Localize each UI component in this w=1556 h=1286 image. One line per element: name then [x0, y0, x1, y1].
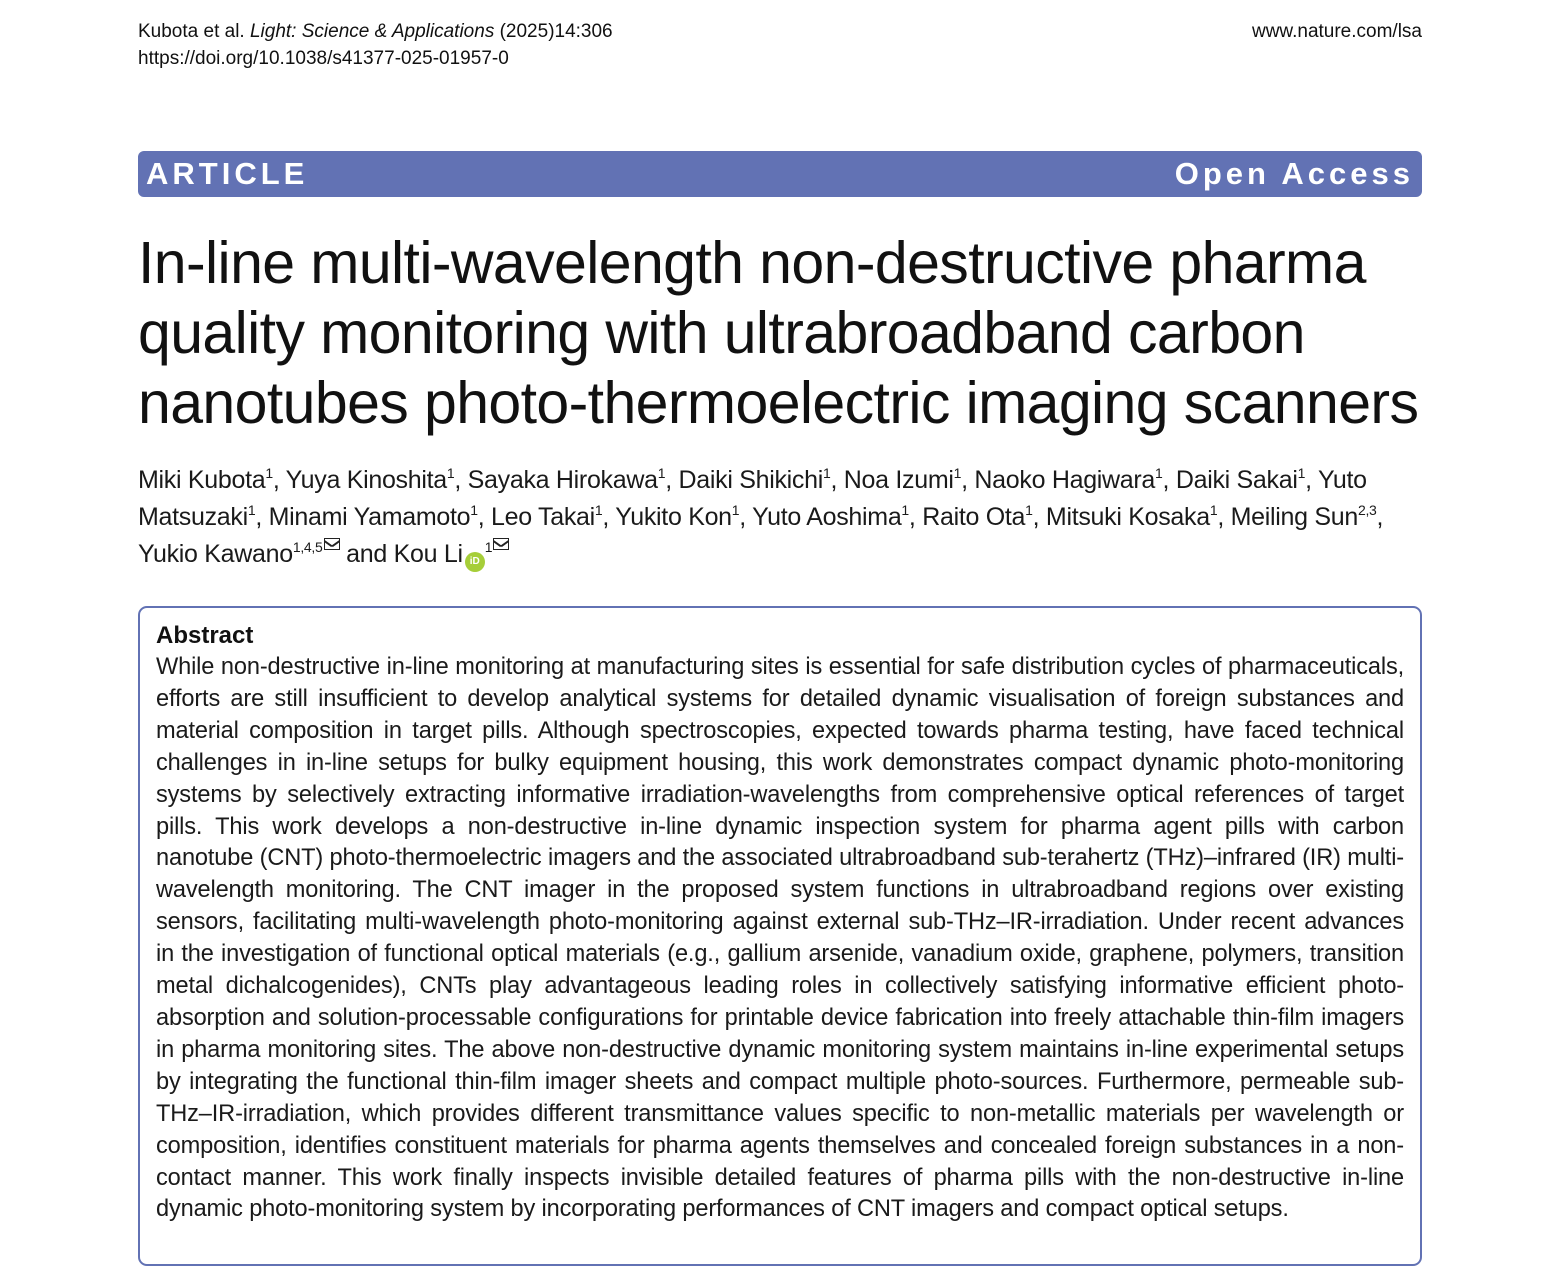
- author-affiliation: 1: [265, 465, 273, 481]
- author-entry[interactable]: [394, 540, 510, 568]
- author-name: Kou Li: [393, 540, 463, 568]
- author-name: Yuya Kinoshita: [285, 466, 447, 494]
- citation-authors: Kubota et al.: [138, 21, 245, 42]
- author-name: Sayaka Hirokawa: [467, 466, 658, 494]
- author-name: Miki Kubota: [138, 466, 266, 494]
- author-entry[interactable]: [752, 503, 909, 531]
- author-affiliation: 1: [901, 502, 909, 518]
- citation-line: [138, 18, 613, 45]
- author-entry[interactable]: [1046, 503, 1217, 531]
- author-affiliation: 1: [953, 465, 962, 481]
- journal-site-link[interactable]: www.nature.com/lsa: [1251, 21, 1422, 42]
- paper-title: In-line multi-wavelength non-destructive pharma quality monitoring with ultrabroadband carbon nanotubes photo-thermoelectric imaging scanners: [138, 230, 1419, 436]
- doi-link[interactable]: https://doi.org/10.1038/s41377-025-01957-0: [138, 48, 509, 69]
- article-type-label: ARTICLE: [146, 156, 309, 191]
- email-icon[interactable]: [493, 538, 509, 550]
- open-access-label: Open Access: [1174, 156, 1414, 191]
- author-name: Meiling Sun: [1230, 503, 1358, 531]
- author-affiliation: 1: [1209, 502, 1218, 518]
- author-affiliation: 1: [484, 539, 493, 555]
- author-entry[interactable]: [615, 503, 739, 531]
- author-entry[interactable]: [138, 466, 273, 494]
- citation-header: [138, 18, 613, 72]
- journal-name[interactable]: Light: Science & Applications: [249, 21, 495, 42]
- author-entry[interactable]: [468, 466, 666, 494]
- author-entry[interactable]: [679, 466, 831, 494]
- author-entry[interactable]: [1176, 466, 1305, 494]
- author-affiliation: 2,3: [1357, 502, 1377, 518]
- author-entry[interactable]: [269, 503, 478, 531]
- author-list: Miki Kubota$^1$, Yuya Kinoshita$^1$, Sayaka Hirokawa$^1$, Daiki Shikichi$^1$, Noa Izumi$^1$, Naoko Hagiwara$^1$, Daiki Sakai$^1$, Yuto Matsuzaki$^1$, Minami Yamamoto$^1$, Leo Takai$^1$, Yukito Kon$^1$, Yuto Aoshima$^1$, Raito Ota$^1$, Mitsuki Kosaka$^1$, Meiling Sun$^{2,3}$, Yukio Kawano$^{1,4,5}$ and Kou Li $iD^1$: [138, 462, 1428, 573]
- author-name: Yuto Aoshima: [752, 503, 902, 531]
- author-affiliation: 1: [822, 465, 831, 481]
- abstract-box: [138, 606, 1422, 1266]
- author-name: Daiki Sakai: [1175, 466, 1298, 494]
- author-name: Yukio Kawano: [138, 540, 293, 568]
- citation-volume: (2025)14:306: [499, 21, 613, 42]
- author-entry[interactable]: [922, 503, 1032, 531]
- author-name: Yukito Kon: [615, 503, 732, 531]
- email-icon[interactable]: [324, 538, 340, 550]
- author-name: Raito Ota: [922, 503, 1026, 531]
- author-name: Naoko Hagiwara: [974, 466, 1156, 494]
- author-affiliation: 1: [594, 502, 603, 518]
- article-banner: [138, 151, 1422, 197]
- author-affiliation: 1: [1025, 502, 1033, 518]
- author-name: Noa Izumi: [843, 466, 954, 494]
- author-affiliation: 1: [731, 502, 740, 518]
- author-affiliation: 1,4,5: [292, 539, 323, 555]
- author-affiliation: 1: [446, 465, 455, 481]
- author-entry[interactable]: [138, 540, 340, 568]
- orcid-icon[interactable]: iD: [465, 552, 485, 572]
- author-entry[interactable]: [1231, 503, 1377, 531]
- author-name: Minami Yamamoto: [268, 503, 471, 531]
- author-name: Daiki Shikichi: [678, 466, 823, 494]
- author-affiliation: 1: [1297, 465, 1306, 481]
- author-entry[interactable]: [491, 503, 602, 531]
- author-name: Mitsuki Kosaka: [1045, 503, 1210, 531]
- author-affiliation: 1: [657, 465, 666, 481]
- author-name: Leo Takai: [491, 503, 595, 531]
- author-entry[interactable]: [974, 466, 1162, 494]
- abstract-heading: Abstract: [156, 622, 254, 649]
- abstract-text: While non-destructive in-line monitoring at manufacturing sites is essential for safe distribution cycles of pharmaceuticals, efforts are still insufficient to develop analytical systems for detailed dynamic visualisation of foreign substances and material composition in target pills. Although spectroscopies, expected towards pharma testing, have faced technical challenges in in-line setups for bulky equipment housing, this work demonstrates compact dynamic photo-monitoring systems by selectively extracting informative irradiation-wavelengths from comprehensive optical references of target pills. This work develops a non-destructive in-line dynamic inspection system for pharma agent pills with carbon nanotube (CNT) photo-thermoelectric imagers and the associated ultrabroadband sub-terahertz (THz)–infrared (IR) multi-wavelength monitoring. The CNT imager in the proposed system functions in ultrabroadband regions over existing sensors, facilitating multi-wavelength photo-monitoring against external sub-THz–IR-irradiation. Under recent advances in the investigation of functional optical materials (e.g., gallium arsenide, vanadium oxide, graphene, polymers, transition metal dichalcogenides), CNTs play advantageous leading roles in collectively satisfying informative efficient photo-absorption and solution-processable configurations for printable device fabrication into freely attachable thin-film imagers in pharma monitoring sites. The above non-destructive dynamic monitoring system maintains in-line experimental setups by integrating the functional thin-film imager sheets and compact multiple photo-sources. Furthermore, permeable sub-THz–IR-irradiation, which provides different transmittance values specific to non-metallic materials per wavelength or composition, identifies constituent materials for pharma agents themselves and concealed foreign substances in a non-contact manner. This work finally inspects invisible detailed features of pharma pills with the non-destructive in-line dynamic photo-monitoring system by incorporating performances of CNT imagers and compact optical setups.: [156, 654, 1404, 1223]
- author-name: Yuto Matsuzaki: [138, 466, 1367, 531]
- author-entry[interactable]: [286, 466, 455, 494]
- author-affiliation: 1: [1155, 465, 1163, 481]
- author-affiliation: 1: [247, 502, 256, 518]
- author-entry[interactable]: [844, 466, 961, 494]
- author-affiliation: 1: [470, 502, 478, 518]
